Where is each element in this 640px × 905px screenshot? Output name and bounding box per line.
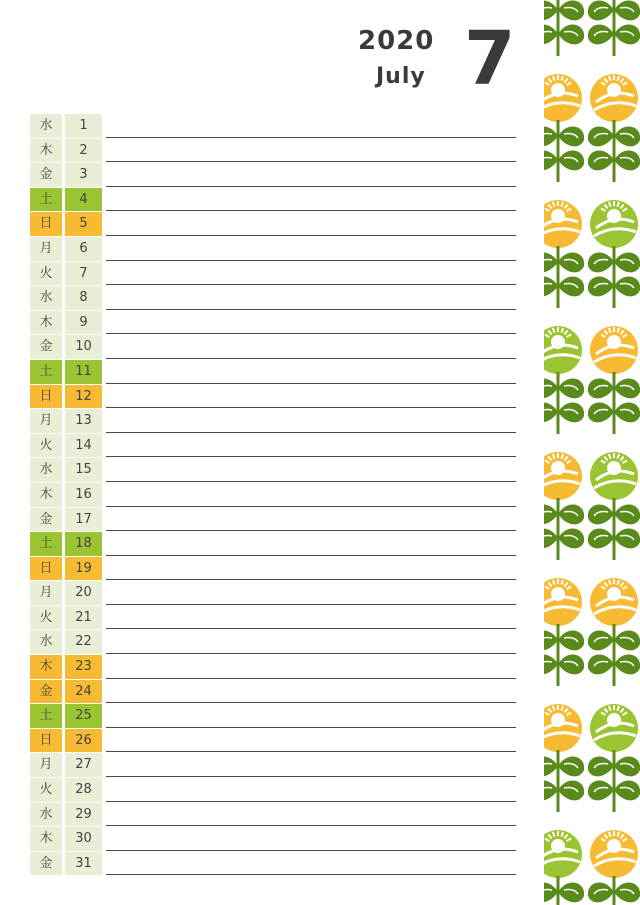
leaf-stem-icon <box>544 498 584 560</box>
weekday-label: 土 <box>30 360 62 384</box>
day-number: 17 <box>65 508 102 532</box>
writing-line[interactable] <box>106 702 516 703</box>
weekday-label: 火 <box>30 262 62 286</box>
day-number: 19 <box>65 557 102 581</box>
writing-line[interactable] <box>106 210 516 211</box>
day-number: 5 <box>65 212 102 236</box>
leaf-stem-icon <box>588 246 640 308</box>
day-row <box>30 753 516 778</box>
writing-line[interactable] <box>106 456 516 457</box>
weekday-label: 月 <box>30 581 62 605</box>
weekday-label: 木 <box>30 139 62 163</box>
writing-line[interactable] <box>106 383 516 384</box>
day-row <box>30 139 516 164</box>
day-number: 11 <box>65 360 102 384</box>
day-number: 12 <box>65 385 102 409</box>
day-number: 29 <box>65 803 102 827</box>
writing-line[interactable] <box>106 653 516 654</box>
day-number: 6 <box>65 237 102 261</box>
weekday-label: 水 <box>30 630 62 654</box>
writing-line[interactable] <box>106 506 516 507</box>
weekday-label: 日 <box>30 557 62 581</box>
day-number: 20 <box>65 581 102 605</box>
writing-line[interactable] <box>106 309 516 310</box>
day-number: 9 <box>65 311 102 335</box>
day-row <box>30 237 516 262</box>
weekday-label: 金 <box>30 852 62 876</box>
day-number: 15 <box>65 458 102 482</box>
day-row <box>30 827 516 852</box>
day-number: 3 <box>65 163 102 187</box>
leaf-stem-icon <box>588 372 640 434</box>
day-number: 10 <box>65 335 102 359</box>
writing-line[interactable] <box>106 358 516 359</box>
writing-line[interactable] <box>106 186 516 187</box>
weekday-label: 土 <box>30 532 62 556</box>
leaf-stem-icon <box>544 624 584 686</box>
day-number: 30 <box>65 827 102 851</box>
day-row <box>30 581 516 606</box>
weekday-label: 土 <box>30 704 62 728</box>
day-number: 8 <box>65 286 102 310</box>
month-number: 7 <box>464 16 516 102</box>
day-row <box>30 360 516 385</box>
day-number: 24 <box>65 680 102 704</box>
day-row <box>30 434 516 459</box>
calendar-year: 2020 <box>358 26 435 56</box>
weekday-label: 木 <box>30 655 62 679</box>
day-number: 25 <box>65 704 102 728</box>
writing-line[interactable] <box>106 530 516 531</box>
day-row <box>30 508 516 533</box>
weekday-label: 土 <box>30 188 62 212</box>
day-row <box>30 557 516 582</box>
writing-line[interactable] <box>106 333 516 334</box>
day-row <box>30 680 516 705</box>
day-row <box>30 188 516 213</box>
writing-line[interactable] <box>106 801 516 802</box>
day-number: 16 <box>65 483 102 507</box>
writing-line[interactable] <box>106 161 516 162</box>
day-number: 26 <box>65 729 102 753</box>
leaf-stem-icon <box>544 0 584 56</box>
weekday-label: 火 <box>30 778 62 802</box>
weekday-label: 木 <box>30 311 62 335</box>
day-number: 23 <box>65 655 102 679</box>
writing-line[interactable] <box>106 727 516 728</box>
day-number: 13 <box>65 409 102 433</box>
day-number: 7 <box>65 262 102 286</box>
flower-head-icon <box>544 200 582 248</box>
day-row <box>30 532 516 557</box>
day-row <box>30 606 516 631</box>
weekday-label: 水 <box>30 458 62 482</box>
day-row <box>30 729 516 754</box>
day-row <box>30 630 516 655</box>
writing-line[interactable] <box>106 628 516 629</box>
flower-head-icon <box>544 830 582 878</box>
flower-head-icon <box>544 452 582 500</box>
day-number: 22 <box>65 630 102 654</box>
flower-head-icon <box>590 326 638 374</box>
weekday-label: 木 <box>30 827 62 851</box>
day-row <box>30 114 516 139</box>
day-row <box>30 262 516 287</box>
flower-head-icon <box>590 830 638 878</box>
weekday-label: 木 <box>30 483 62 507</box>
writing-line[interactable] <box>106 604 516 605</box>
day-row <box>30 286 516 311</box>
leaf-stem-icon <box>544 876 584 905</box>
writing-line[interactable] <box>106 235 516 236</box>
month-name: July <box>376 64 426 89</box>
writing-line[interactable] <box>106 284 516 285</box>
flower-head-icon <box>590 452 638 500</box>
flower-head-icon <box>590 578 638 626</box>
weekday-label: 火 <box>30 434 62 458</box>
day-number: 27 <box>65 753 102 777</box>
weekday-label: 金 <box>30 163 62 187</box>
weekday-label: 金 <box>30 680 62 704</box>
flower-head-icon <box>590 74 638 122</box>
day-number: 31 <box>65 852 102 876</box>
flower-pattern-graphic <box>544 0 640 905</box>
weekday-label: 金 <box>30 335 62 359</box>
day-row <box>30 163 516 188</box>
weekday-label: 水 <box>30 803 62 827</box>
day-row <box>30 803 516 828</box>
flower-head-icon <box>544 326 582 374</box>
weekday-label: 金 <box>30 508 62 532</box>
day-number: 4 <box>65 188 102 212</box>
flower-head-icon <box>544 578 582 626</box>
weekday-label: 水 <box>30 286 62 310</box>
day-row <box>30 311 516 336</box>
decorative-flower-pattern <box>544 0 640 905</box>
day-row <box>30 458 516 483</box>
flower-head-icon <box>590 200 638 248</box>
writing-line[interactable] <box>106 137 516 138</box>
weekday-label: 水 <box>30 114 62 138</box>
weekday-label: 日 <box>30 212 62 236</box>
day-number: 21 <box>65 606 102 630</box>
day-row <box>30 409 516 434</box>
day-number: 2 <box>65 139 102 163</box>
day-row <box>30 852 516 877</box>
writing-line[interactable] <box>106 260 516 261</box>
weekday-label: 日 <box>30 729 62 753</box>
writing-line[interactable] <box>106 579 516 580</box>
leaf-stem-icon <box>588 750 640 812</box>
weekday-label: 日 <box>30 385 62 409</box>
leaf-stem-icon <box>588 120 640 182</box>
leaf-stem-icon <box>544 372 584 434</box>
day-number: 1 <box>65 114 102 138</box>
day-row <box>30 704 516 729</box>
day-row <box>30 483 516 508</box>
writing-line[interactable] <box>106 874 516 875</box>
day-row <box>30 778 516 803</box>
writing-line[interactable] <box>106 481 516 482</box>
weekday-label: 月 <box>30 409 62 433</box>
writing-line[interactable] <box>106 407 516 408</box>
leaf-stem-icon <box>588 876 640 905</box>
leaf-stem-icon <box>544 246 584 308</box>
writing-line[interactable] <box>106 751 516 752</box>
flower-head-icon <box>544 74 582 122</box>
weekday-label: 火 <box>30 606 62 630</box>
writing-line[interactable] <box>106 776 516 777</box>
leaf-stem-icon <box>588 498 640 560</box>
day-row <box>30 385 516 410</box>
day-number: 28 <box>65 778 102 802</box>
day-number: 18 <box>65 532 102 556</box>
flower-head-icon <box>590 704 638 752</box>
day-number: 14 <box>65 434 102 458</box>
weekday-label: 月 <box>30 753 62 777</box>
day-row <box>30 335 516 360</box>
flower-head-icon <box>544 704 582 752</box>
writing-line[interactable] <box>106 555 516 556</box>
leaf-stem-icon <box>544 750 584 812</box>
day-row <box>30 212 516 237</box>
writing-line[interactable] <box>106 678 516 679</box>
leaf-stem-icon <box>588 624 640 686</box>
day-row <box>30 655 516 680</box>
weekday-label: 月 <box>30 237 62 261</box>
writing-line[interactable] <box>106 825 516 826</box>
writing-line[interactable] <box>106 432 516 433</box>
day-list <box>30 114 516 876</box>
writing-line[interactable] <box>106 850 516 851</box>
leaf-stem-icon <box>544 120 584 182</box>
leaf-stem-icon <box>588 0 640 56</box>
